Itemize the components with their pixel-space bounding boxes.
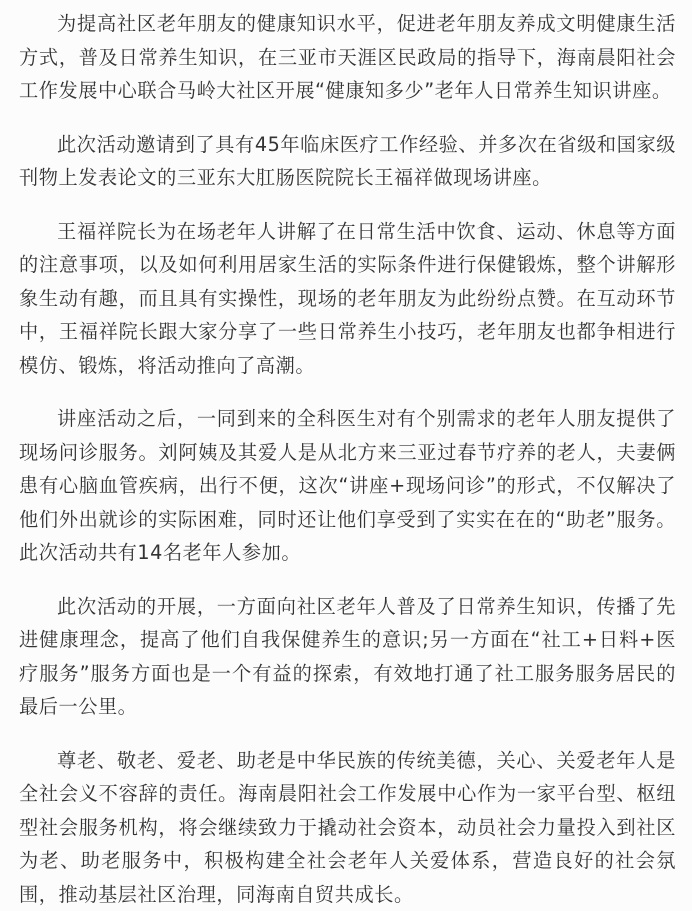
paragraph-speaker: 此次活动邀请到了具有45年临床医疗工作经验、并多次在省级和国家级刊物上发表论文的三亚东大肛肠医院院长王福祥做现场讲座。 (19, 128, 676, 195)
paragraph-lecture-content: 王福祥院长为在场老年人讲解了在日常生活中饮食、运动、休息等方面的注意事项，以及如何利用居家生活的实际条件进行保健锻炼，整个讲解形象生动有趣，而且具有实操性，现场的老年朋友为此纷纷点赞。在互动环节中，王福祥院长跟大家分享了一些日常养生小技巧，老年朋友也都争相进行模仿、锻炼，将活动推向了高潮。 (19, 215, 676, 383)
paragraph-significance: 此次活动的开展，一方面向社区老年人普及了日常养生知识，传播了先进健康理念，提高了他们自我保健养生的意识;另一方面在“社工+日料+医疗服务”服务方面也是一个有益的探索，有效地打通了社工服务服务居民的最后一公里。 (19, 590, 676, 724)
paragraph-conclusion: 尊老、敬老、爱老、助老是中华民族的传统美德，关心、关爱老年人是全社会义不容辞的责任。海南晨阳社会工作发展中心作为一家平台型、枢纽型社会服务机构，将会继续致力于撬动社会资本，动员社会力量投入到社区为老、助老服务中，积极构建全社会老年人关爱体系，营造良好的社会氛围，推动基层社区治理，同海南自贸共成长。 (19, 744, 676, 911)
paragraph-intro: 为提高社区老年朋友的健康知识水平，促进老年朋友养成文明健康生活方式，普及日常养生知识，在三亚市天涯区民政局的指导下，海南晨阳社会工作发展中心联合马岭大社区开展“健康知多少”老年人日常养生知识讲座。 (19, 7, 676, 108)
paragraph-consultation: 讲座活动之后，一同到来的全科医生对有个别需求的老年人朋友提供了现场问诊服务。刘阿姨及其爱人是从北方来三亚过春节疗养的老人，夫妻俩患有心脑血管疾病，出行不便，这次“讲座+现场问诊”的形式，不仅解决了他们外出就诊的实际困难，同时还让他们享受到了实实在在的“助老”服务。此次活动共有14名老年人参加。 (19, 402, 676, 570)
